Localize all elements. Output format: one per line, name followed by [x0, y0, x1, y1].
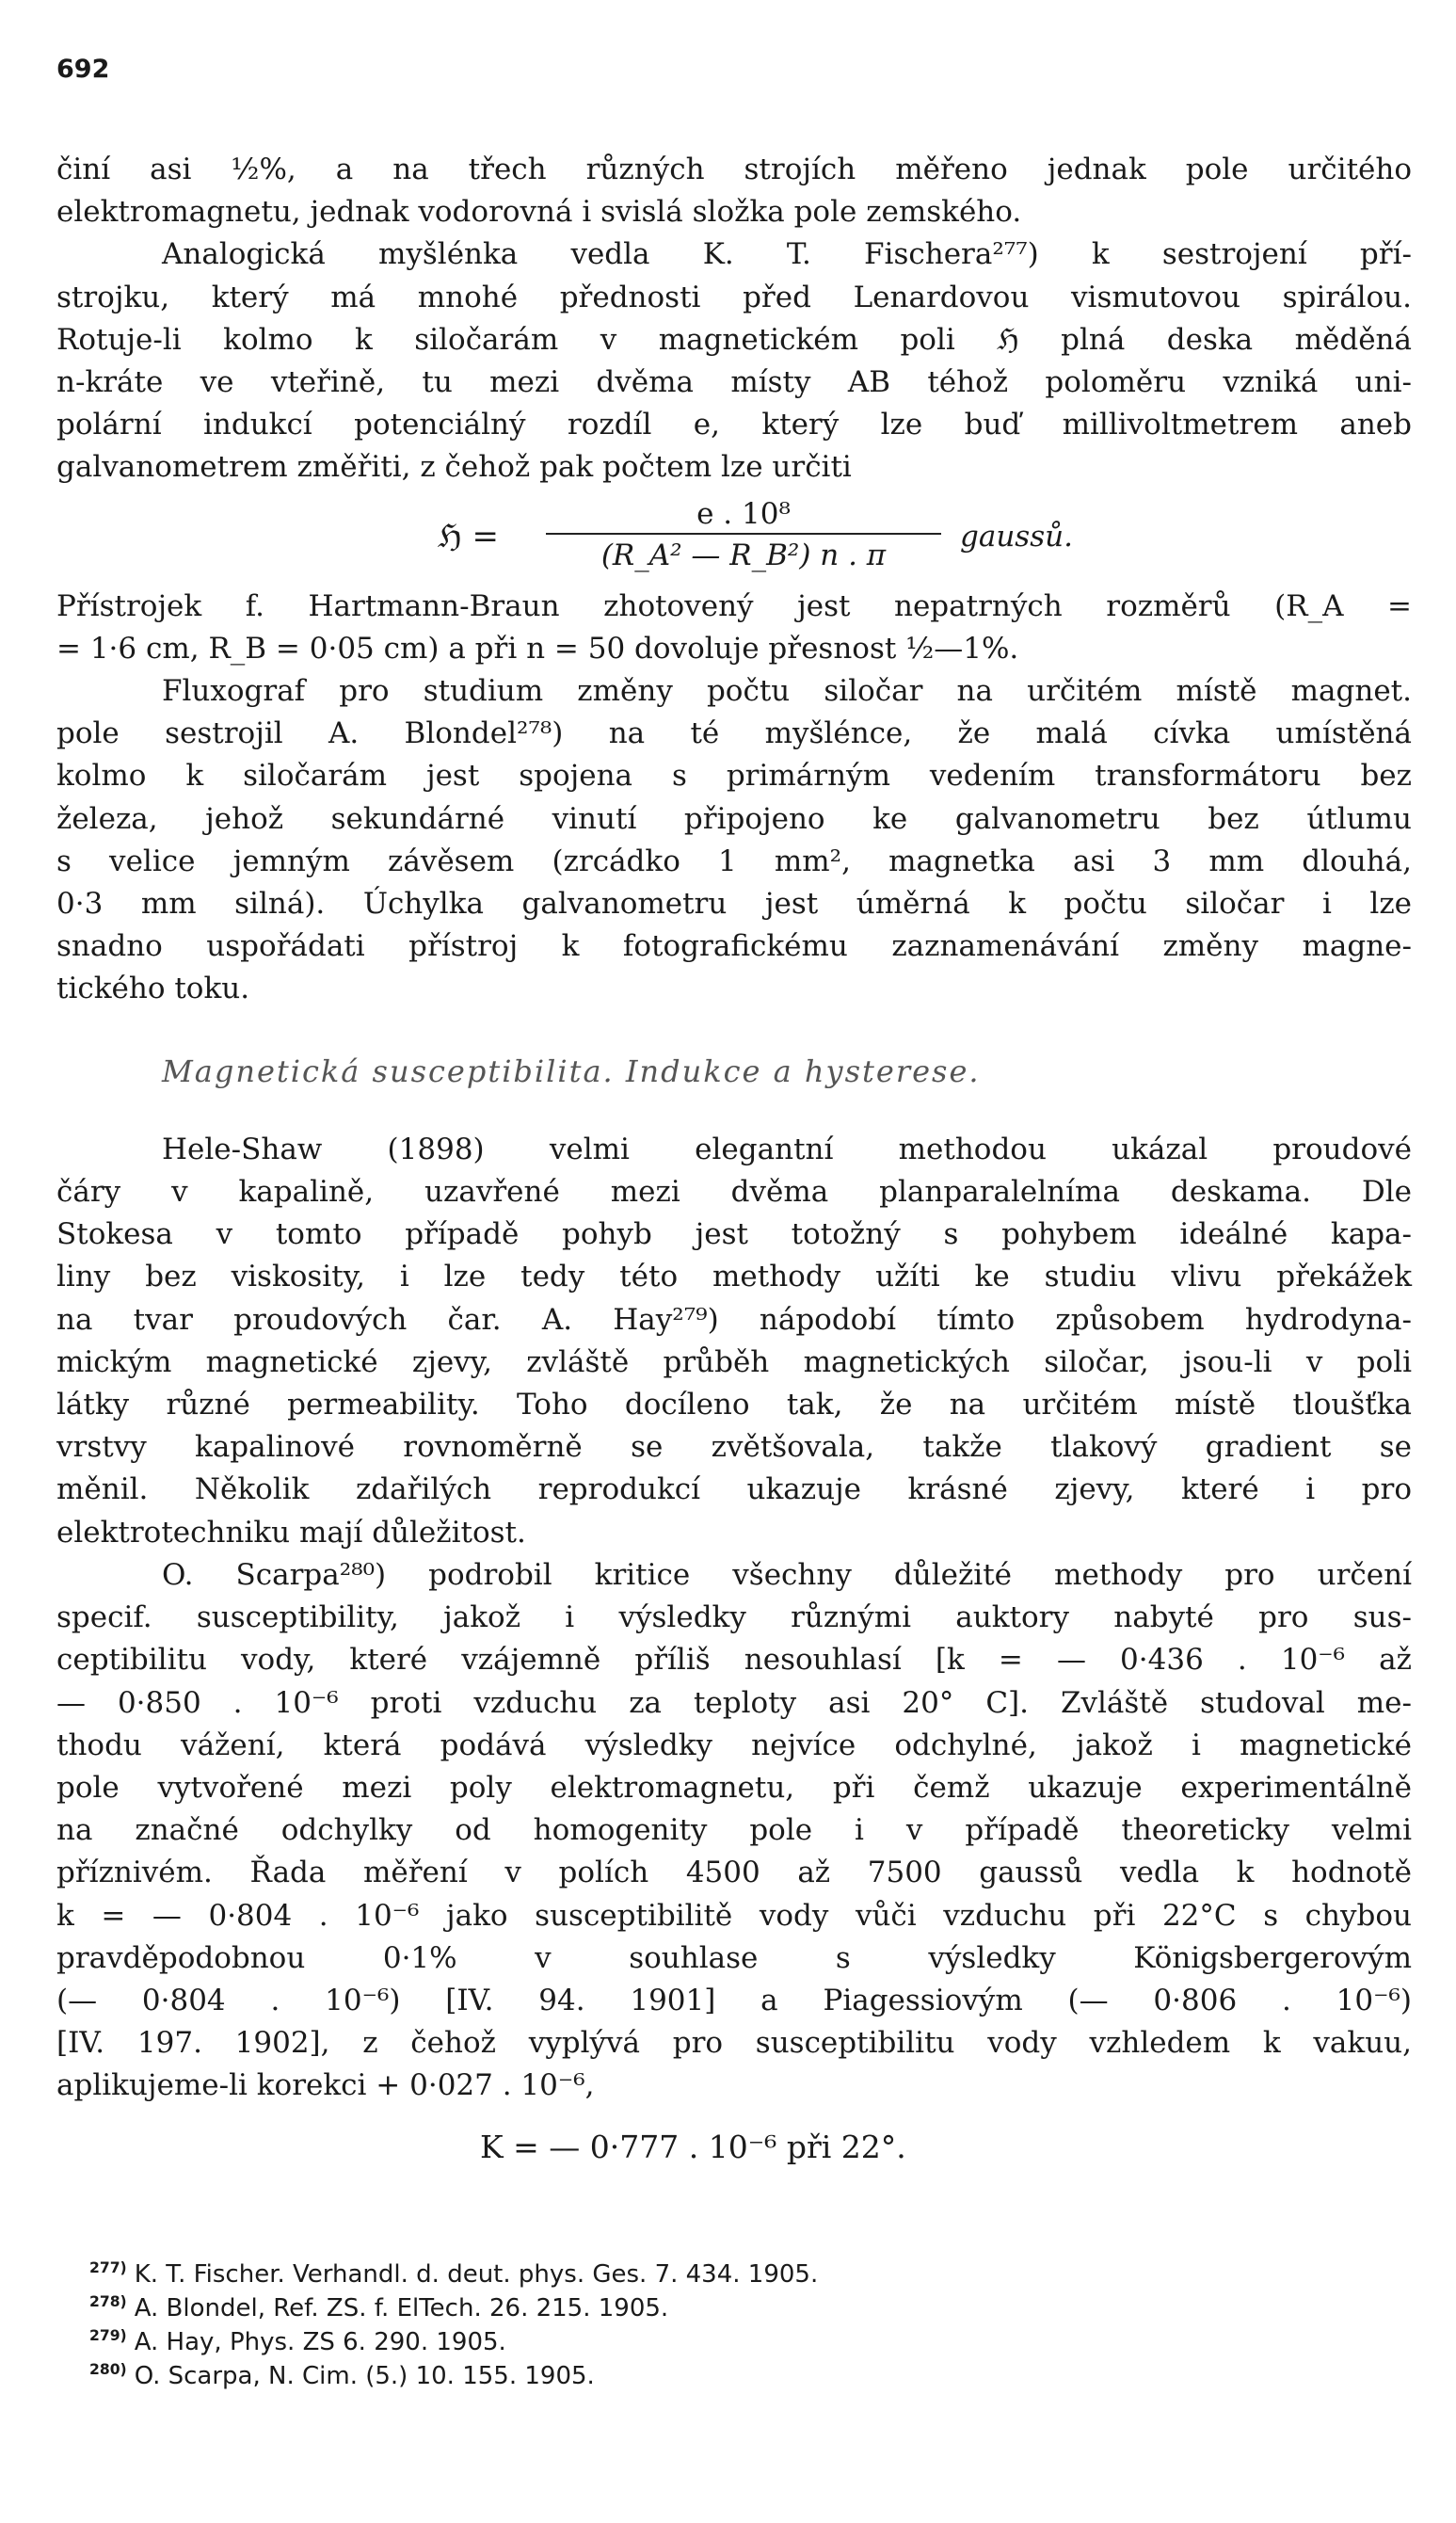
text-line: strojku, který má mnohé přednosti před Lenardovou vismutovou spirálou.	[56, 280, 1412, 314]
text-line: Rotuje-li kolmo k siločarám v magnetickém poli ℌ plná deska měděná	[56, 322, 1412, 357]
text-line: měnil. Několik zdařilých reprodukcí ukazuje krásné zjevy, které i pro	[56, 1472, 1412, 1507]
text-line: (— 0·804 . 10⁻⁶) [IV. 94. 1901] a Piagessiovým (— 0·806 . 10⁻⁶)	[56, 1983, 1412, 2017]
footnote-text: A. Blondel, Ref. ZS. f. ElTech. 26. 215. 1905.	[134, 2294, 669, 2322]
text-line: specif. susceptibility, jakož i výsledky různými auktory nabyté pro sus-	[56, 1600, 1412, 1635]
text-line: elektrotechniku mají důležitost.	[56, 1515, 526, 1550]
text-line: pravděpodobnou 0·1% v souhlase s výsledky Königsbergerovým	[56, 1940, 1412, 1975]
text-line: = 1·6 cm, R_B = 0·05 cm) a při n = 50 dovoluje přesnost ½—1%.	[56, 631, 1019, 666]
footnote	[89, 2325, 1125, 2359]
section-heading: Magnetická susceptibilita. Indukce a hysterese.	[162, 1053, 981, 1089]
formula-numerator: e . 10⁸	[546, 495, 941, 535]
paragraph-3	[56, 586, 1412, 670]
text-line: [IV. 197. 1902], z čehož vyplývá pro susceptibilitu vody vzhledem k vakuu,	[56, 2026, 1412, 2061]
text-line: galvanometrem změřiti, z čehož pak počtem lze určiti	[56, 450, 852, 485]
text-line: liny bez viskosity, i lze tedy této methody užíti ke studiu vlivu překážek	[56, 1260, 1412, 1294]
text-line: pole vytvořené mezi poly elektromagnetu, při čemž ukazuje experimentálně	[56, 1770, 1412, 1805]
formula-unit: gaussů.	[960, 519, 1073, 554]
text-line: mickým magnetické zjevy, zvláště průběh magnetických siločar, jsou-li v poli	[56, 1344, 1412, 1379]
paragraph-2	[56, 233, 1412, 489]
footnote-mark: 279)	[89, 2327, 127, 2345]
formula-lhs: ℌ =	[438, 517, 499, 555]
body-text	[56, 149, 1412, 2177]
text-line: látky různé permeability. Toho docíleno tak, že na určitém místě tloušťka	[56, 1388, 1412, 1422]
footnote	[89, 2258, 1125, 2291]
text-line: na tvar proudových čar. A. Hay²⁷⁹) nápodobí tímto způsobem hydrodyna-	[56, 1302, 1412, 1337]
text-line: — 0·850 . 10⁻⁶ proti vzduchu za teploty asi 20° C]. Zvláště studoval me-	[56, 1685, 1412, 1720]
text-line: pole sestrojil A. Blondel²⁷⁸) na té myšlénce, že malá cívka umístěná	[56, 716, 1412, 751]
text-line: 0·3 mm silná). Úchylka galvanometru jest úměrná k počtu siločar i lze	[56, 887, 1412, 922]
paragraph-1	[56, 149, 1412, 233]
text-line: O. Scarpa²⁸⁰) podrobil kritice všechny důležité methody pro určení	[162, 1557, 1412, 1592]
text-line: Analogická myšlénka vedla K. T. Fischera²⁷⁷) k sestrojení pří-	[162, 237, 1412, 272]
text-line: Přístrojek f. Hartmann-Braun zhotovený jest nepatrných rozměrů (R_A =	[56, 588, 1412, 623]
text-line: Fluxograf pro studium změny počtu siločar na určitém místě magnet.	[162, 674, 1412, 709]
footnote-mark: 277)	[89, 2259, 127, 2277]
footnote	[89, 2291, 1125, 2325]
formula-fraction	[546, 495, 941, 576]
paragraph-4	[56, 670, 1412, 1011]
formula-denominator: (R_A² — R_B²) n . π	[600, 538, 887, 572]
field-formula	[56, 495, 1412, 582]
text-line: thodu vážení, která podává výsledky nejvíce odchylné, jakož i magnetické	[56, 1728, 1412, 1762]
footnote-mark: 280)	[89, 2361, 127, 2379]
footnote-text: K. T. Fischer. Verhandl. d. deut. phys. Ges. 7. 434. 1905.	[134, 2260, 819, 2289]
text-line: polární indukcí potenciálný rozdíl e, který lze buď millivoltmetrem aneb	[56, 408, 1412, 442]
text-line: čáry v kapalině, uzavřené mezi dvěma planparalelníma deskama. Dle	[56, 1175, 1412, 1210]
text-line: ceptibilitu vody, které vzájemně příliš nesouhlasí [k = — 0·436 . 10⁻⁶ až	[56, 1643, 1412, 1678]
paragraph-5	[56, 1129, 1412, 1554]
text-line: činí asi ½%, a na třech různých strojích měřeno jednak pole určitého	[56, 153, 1412, 186]
page-number: 692	[56, 55, 110, 84]
text-line: elektromagnetu, jednak vodorovná i svislá složka pole zemského.	[56, 195, 1022, 230]
footnote-text: O. Scarpa, N. Cim. (5.) 10. 155. 1905.	[134, 2362, 595, 2390]
text-line: n-kráte ve vteřině, tu mezi dvěma místy AB téhož poloměru vzniká uni-	[56, 365, 1412, 400]
text-line: s velice jemným závěsem (zrcádko 1 mm², magnetka asi 3 mm dlouhá,	[56, 844, 1412, 878]
footnote-text: A. Hay, Phys. ZS 6. 290. 1905.	[134, 2328, 506, 2356]
text-line: kolmo k siločarám jest spojena s primárným vedením transformátoru bez	[56, 759, 1412, 794]
result-formula: K = — 0·777 . 10⁻⁶ při 22°.	[480, 2128, 906, 2165]
text-line: k = — 0·804 . 10⁻⁶ jako susceptibilitě vody vůči vzduchu při 22°C s chybou	[56, 1898, 1412, 1933]
text-line: železa, jehož sekundárné vinutí připojeno ke galvanometru bez útlumu	[56, 801, 1412, 836]
footnote	[89, 2359, 1125, 2393]
text-line: vrstvy kapalinové rovnoměrně se zvětšovala, takže tlakový gradient se	[56, 1430, 1412, 1465]
text-line: Hele-Shaw (1898) velmi elegantní methodou ukázal proudové	[162, 1132, 1412, 1166]
text-line: aplikujeme-li korekci + 0·027 . 10⁻⁶,	[56, 2068, 595, 2103]
text-line: příznivém. Řada měření v polích 4500 až 7500 gaussů vedla k hodnotě	[56, 1856, 1412, 1890]
text-line: na značné odchylky od homogenity pole i v případě theoreticky velmi	[56, 1813, 1412, 1848]
text-line: snadno uspořádati přístroj k fotografickému zaznamenávání změny magne-	[56, 929, 1412, 964]
footnotes	[89, 2258, 1125, 2393]
paragraph-6	[56, 1554, 1412, 2108]
footnote-mark: 278)	[89, 2293, 127, 2311]
text-line: Stokesa v tomto případě pohyb jest totožný s pohybem ideálné kapa-	[56, 1217, 1412, 1252]
text-line: tického toku.	[56, 972, 250, 1006]
